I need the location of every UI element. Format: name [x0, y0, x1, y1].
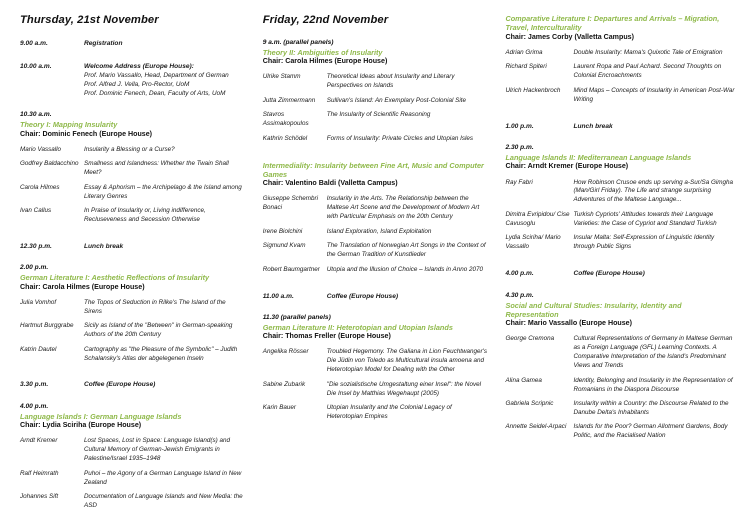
paper-row [505, 49, 736, 58]
session-time: 11.30 (parallel panels) [262, 314, 331, 322]
paper-title: Insular Malta: Self-Expression of Linguistic Identity through Public Signs [573, 234, 715, 251]
session-chair: Chair: Thomas Freller (Europe House) [262, 332, 391, 341]
paper-title: Utopia and the Illusion of Choice – Islands in Anno 2070 [326, 265, 483, 273]
session-title: Social and Cultural Studies: Insularity, Identity and Representation [505, 300, 682, 319]
spacer [20, 102, 243, 111]
session-title: Theory II: Ambiguities of Insularity [262, 47, 383, 57]
paper-row [20, 146, 243, 155]
paper-title: Theoretical Ideas about Insularity and Literary Perspectives on Islands [326, 73, 455, 90]
session-time: 2.30 p.m. [505, 144, 534, 152]
session-time: 4.30 p.m. [505, 291, 534, 299]
paper-speaker: Dimitra Evripidou/ Cise Cavusoglu [505, 210, 570, 227]
spacer [20, 233, 243, 242]
schedule-label [84, 39, 243, 49]
session-block [505, 14, 736, 105]
schedule-label [84, 62, 243, 99]
schedule-time: 12.30 p.m. [20, 242, 52, 250]
session-chair: Chair: Lydia Sciriha (Europe House) [20, 421, 142, 430]
paper-row [263, 97, 488, 106]
paper-title: The Insularity of Scientific Reasoning [326, 111, 431, 119]
paper-row [263, 242, 488, 260]
program-column-thursday [8, 14, 253, 524]
paper-title: Essay & Aphorism – the Archipelago & the Island among Literary Genres [84, 183, 242, 200]
session-title: Theory I: Mapping Insularity [20, 120, 118, 130]
paper-row [20, 184, 243, 202]
paper-row [263, 348, 488, 375]
schedule-time-row [20, 62, 243, 99]
paper-speaker: Angelika Rösser [262, 348, 309, 356]
paper-title: Insularity a Blessing or a Curse? [84, 145, 175, 153]
paper-speaker: Jutta Zimmermann [262, 96, 316, 104]
schedule-label-text: Coffee (Europe House) [573, 270, 645, 278]
paper-title: Sicily as Island of the "Between" in German-speaking Authors of the 20th Century [84, 322, 233, 339]
schedule-subline: Prof. Dominic Fenech, Dean, Faculty of Arts, UoM [84, 90, 226, 98]
schedule-time: 1.00 p.m. [505, 122, 534, 130]
paper-row [505, 423, 736, 441]
paper-row [505, 211, 736, 229]
paper-row [20, 493, 243, 511]
spacer [20, 519, 243, 528]
paper-speaker: Godfrey Baldacchino [20, 160, 79, 168]
paper-speaker: Richard Spiteri [505, 63, 547, 71]
paper-speaker: Hartmut Burggrabe [20, 322, 74, 330]
session-time: 10.30 a.m. [20, 111, 52, 119]
paper-speaker: Ulrike Stamm [262, 73, 301, 81]
paper-title: Mind Maps – Concepts of Insularity in American Post-War Writing [573, 86, 735, 103]
session-block [20, 403, 243, 511]
paper-title: Utopian Insularity and the Colonial Legacy of Heterotopian Empires [326, 404, 452, 421]
paper-speaker: Johannes Sift [20, 493, 59, 501]
paper-row [263, 404, 488, 422]
paper-title: Insularity in the Arts. The Relationship between the Maltese Art Scene and the Development of Modern Art with Particular Emphasis on the 20th Century [326, 195, 480, 221]
paper-speaker: Arndt Kremer [20, 437, 58, 445]
session-chair: Chair: Carola Hilmes (Europe House) [20, 282, 145, 291]
paper-row [263, 228, 488, 237]
paper-row [20, 470, 243, 488]
schedule-time-row [505, 122, 736, 132]
session-time: 2.00 p.m. [20, 264, 49, 272]
paper-row [505, 335, 736, 371]
spacer [20, 53, 243, 62]
schedule-label [327, 292, 488, 302]
session-time: 9 a.m. (parallel panels) [262, 39, 334, 46]
session-chair: Chair: Valentino Baldi (Valletta Campus) [262, 179, 398, 188]
paper-row [263, 381, 488, 399]
paper-row [20, 322, 243, 340]
session-title: Comparative Literature I: Departures and Arrivals – Migration, Travel, Interculturality [505, 14, 720, 33]
paper-title: In Praise of Insularity or, Living indifference, Recluseveness and Secession Otherwise [84, 207, 206, 223]
schedule-time: 11.00 a.m. [262, 292, 294, 300]
program-column-friday-parallel [497, 14, 742, 524]
spacer [20, 371, 243, 380]
paper-speaker: Katrin Dautel [20, 345, 57, 353]
schedule-label [573, 122, 736, 132]
schedule-time: 3.30 p.m. [20, 381, 49, 389]
paper-row [20, 437, 243, 464]
day-title: Friday, 22nd November [262, 14, 389, 26]
session-chair: Chair: Arndt Kremer (Europe House) [505, 162, 629, 171]
paper-title: Island Exploration, Island Exploitation [326, 227, 432, 235]
session-chair: Chair: James Corby (Valletta Campus) [505, 32, 634, 41]
session-chair: Chair: Dominic Fenech (Europe House) [20, 129, 153, 138]
schedule-label-text: Welcome Address (Europe House): [84, 62, 194, 70]
paper-speaker: Adrian Grima [505, 48, 543, 56]
spacer [505, 449, 736, 458]
paper-row [263, 195, 488, 222]
paper-speaker: Annette Seidel-Arpaci [505, 423, 567, 431]
schedule-label-text: Lunch break [573, 122, 613, 130]
schedule-time: 9.00 a.m. [20, 40, 48, 47]
paper-title: Laurent Ropa and Paul Achard. Second Thoughts on Colonial Encroachments [573, 63, 722, 80]
schedule-subline: Prof. Mario Vassallo, Head, Department of German [84, 72, 229, 80]
paper-row [505, 63, 736, 81]
paper-title: Double Insularity: Mama's Quixotic Tale of Emigration [573, 48, 723, 56]
paper-title: The Translation of Norwegian Art Songs in the Context of the German Tradition of Kunstlieder [326, 242, 486, 259]
paper-row [263, 266, 488, 275]
paper-speaker: Ray Fabri [505, 178, 533, 186]
paper-title: Forms of Insularity: Private Circles and Utopian Isles [326, 134, 474, 142]
session-block [263, 39, 488, 144]
schedule-label [84, 242, 243, 252]
paper-speaker: Alina Gamea [505, 376, 542, 384]
session-block [505, 292, 736, 442]
paper-row [263, 111, 488, 129]
paper-speaker: Stavros Assimakopoulos [262, 111, 309, 128]
paper-title: Cartography as "the Pleasure of the Symbolic" – Judith Schalansky's Atlas der abgelegenen Inseln [84, 345, 238, 362]
spacer [263, 305, 488, 314]
session-title: German Literature II: Heterotopian and Utopian Islands [262, 322, 453, 332]
spacer [263, 283, 488, 292]
schedule-label [84, 380, 243, 390]
paper-row [505, 179, 736, 206]
paper-title: Insularity within a Country: the Discourse Related to the Danube Delta's Inhabitants [573, 400, 729, 416]
day-title: Thursday, 21st November [20, 14, 159, 26]
paper-row [263, 135, 488, 144]
paper-title: The Topos of Seduction in Rilke's The Island of the Sirens [84, 298, 226, 315]
spacer [263, 430, 488, 439]
program-column-friday [253, 14, 498, 524]
session-chair: Chair: Carola Hilmes (Europe House) [262, 57, 388, 66]
schedule-time-row [505, 269, 736, 279]
spacer [505, 113, 736, 122]
session-block [505, 144, 736, 252]
paper-title: Turkish Cypriots' Attitudes towards their Language Varieties: the Case of Cypriot and Standard Turkish [573, 210, 717, 227]
paper-speaker: Kathrin Schödel [262, 134, 308, 142]
session-block [20, 264, 243, 363]
paper-title: Lost Spaces, Lost in Space: Language Island(s) and Cultural Memory of German-Jewish Emigrants in Palestine/Israel 1935–1948 [84, 437, 230, 463]
session-title: Language Islands I: German Language Islands [20, 411, 182, 421]
paper-row [263, 73, 488, 91]
session-block [20, 111, 243, 225]
spacer [20, 394, 243, 403]
paper-speaker: Gabriela Scripnic [505, 400, 554, 408]
paper-row [505, 87, 736, 105]
session-title: Language Islands II: Mediterranean Language Islands [505, 153, 692, 162]
paper-speaker: Giuseppe Schembri Bonaci [262, 195, 319, 212]
schedule-time: 10.00 a.m. [20, 62, 52, 70]
spacer [505, 135, 736, 144]
session-block [263, 161, 488, 275]
paper-title: Smallness and Islandness: Whether the Twain Shall Meet? [84, 160, 229, 177]
schedule-label-text: Coffee (Europe House) [84, 381, 156, 389]
session-block [263, 314, 488, 422]
schedule-time-row [20, 242, 243, 252]
paper-speaker: Sigmund Kvam [262, 242, 306, 250]
schedule-label-text: Registration [84, 40, 123, 47]
paper-speaker: George Cremona [505, 335, 555, 343]
paper-speaker: Ivan Callus [20, 207, 52, 214]
paper-title: Islands for the Poor? German Allotment Gardens, Body Politic, and the Racialised Nation [573, 423, 728, 440]
session-title: Intermediality: Insularity between Fine Art, Music and Computer Games [262, 160, 484, 179]
paper-speaker: Ulrich Hackenbroch [505, 86, 561, 94]
paper-speaker: Mario Vassallo [20, 145, 62, 153]
schedule-time-row [20, 39, 243, 49]
paper-row [505, 377, 736, 395]
spacer [505, 260, 736, 269]
paper-speaker: Robert Baumgartner [262, 265, 320, 273]
schedule-label [573, 269, 736, 279]
session-title: German Literature I: Aesthetic Reflections of Insularity [20, 273, 210, 283]
paper-speaker: Lydia Sciriha/ Mario Vassallo [505, 234, 561, 251]
paper-row [20, 346, 243, 364]
session-time: 4.00 p.m. [20, 403, 49, 411]
paper-speaker: Sabine Zubarik [262, 380, 306, 388]
schedule-label-text: Coffee (Europe House) [326, 292, 399, 300]
paper-title: How Robinson Crusoe ends up serving a-Sur/Sa Gimgha (Man/Girl Friday). The Life and strange surprising Adventures of the Maltese Language... [573, 178, 734, 204]
paper-title: Puhoi – the Agony of a German Language Island in New Zealand [84, 469, 242, 486]
paper-title: Cultural Representations of Germany in Maltese German as a Foreign Language (GFL) Learning Contexts. A Comparative Interpretation of the Island's Predominant Views and Trends [573, 335, 733, 370]
schedule-time: 4.00 p.m. [505, 270, 534, 278]
paper-row [20, 160, 243, 178]
paper-speaker: Ralf Heimrath [20, 469, 59, 477]
paper-title: Troubled Hegemony. The Galiana in Lion Feuchtwanger's Die Jüdin von Toledo as Multicultural insula amoena and Heterotopian Model for Dealing with the Other [326, 348, 487, 374]
schedule-subline: Prof. Alfred J. Vella, Pro-Rector, UoM [84, 81, 190, 89]
paper-speaker: Karin Bauer [262, 404, 297, 412]
spacer [505, 283, 736, 292]
spacer [263, 152, 488, 161]
paper-title: Identity, Belonging and Insularity in the Representation of Romanians in the Diaspora Discourse [573, 376, 733, 393]
schedule-time-row [263, 292, 488, 302]
spacer [20, 255, 243, 264]
paper-row [20, 299, 243, 317]
paper-speaker: Carola Hilmes [20, 183, 60, 191]
paper-speaker: Irene Biolchini [262, 227, 303, 235]
schedule-label-text: Lunch break [84, 242, 124, 250]
paper-row [505, 234, 736, 252]
paper-title: Sullivan's Island: An Exemplary Post-Colonial Site [326, 96, 466, 104]
paper-speaker: Julia Vomhof [20, 298, 57, 306]
paper-row [20, 207, 243, 225]
session-chair: Chair: Mario Vassallo (Europe House) [505, 319, 632, 328]
paper-title: "Die sozialistische Umgestaltung einer Insel": the Novel Die Insel by Matthias Wegehaupt (2005) [326, 380, 482, 397]
paper-row [505, 400, 736, 418]
paper-title: Documentation of Language Islands and New Media: the ASD [84, 493, 243, 510]
schedule-time-row [20, 380, 243, 390]
